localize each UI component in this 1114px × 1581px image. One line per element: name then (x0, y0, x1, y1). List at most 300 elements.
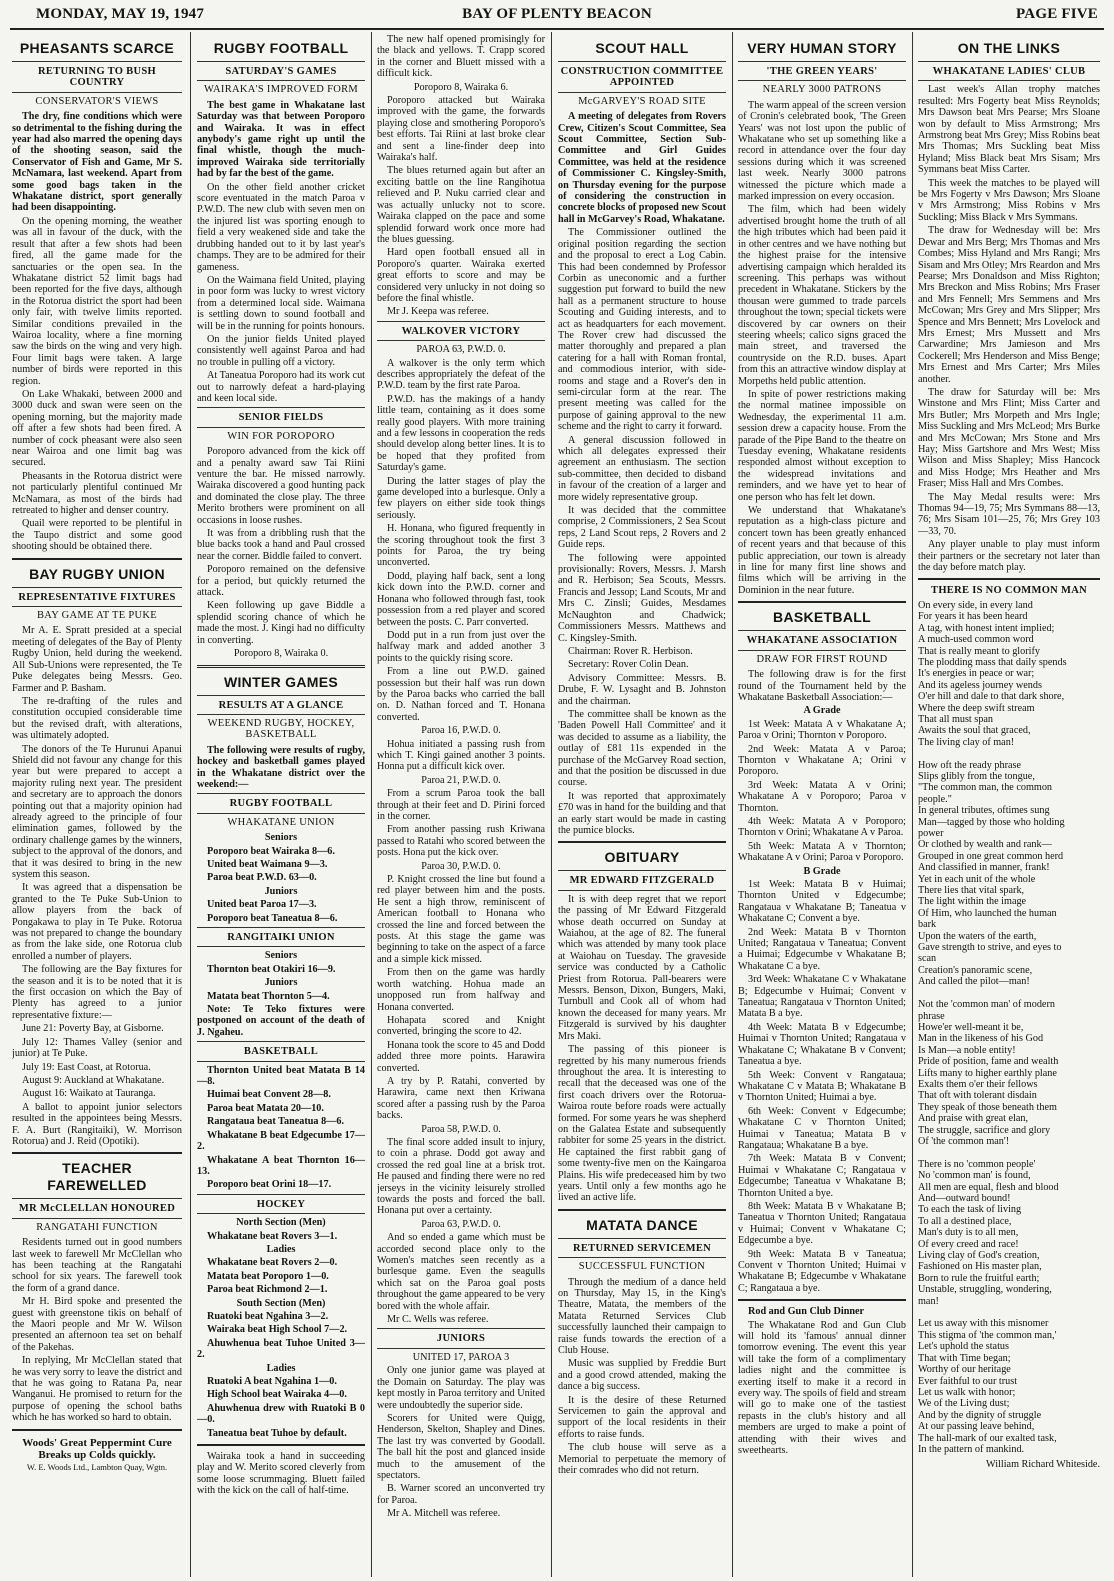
bold-paragraph: Thornton beat Otakiri 16—9. (207, 963, 336, 975)
poem-line: We of the Living dust; (918, 1398, 1010, 1410)
paragraph: Advisory Committee: Messrs. B. Drube, F. W. Lysaght and B. Johnston and the chairman. (558, 672, 726, 707)
bold-paragraph: Ruatoki A beat Ngahina 1—0. (207, 1376, 337, 1387)
paragraph: The following draw is for the first round of the Tournament held by the Whakatane Basketball Association:— (738, 669, 906, 703)
paragraph: Mr A. E. Spratt presided at a special meeting of delegates of the Bay of Plenty Rugby Union, held during the weekend. All Sub-Unions were represented, the Te Puke delegates being Messrs. Geo. Farmer and P. Basham. (12, 625, 182, 694)
section-divider (558, 841, 726, 843)
poem-line: Or clothed by wealth and rank— (918, 839, 1052, 851)
poem-line: There is no 'common people' (918, 1158, 1036, 1170)
rule-divider (738, 630, 906, 631)
rule-divider (12, 1218, 182, 1219)
section-divider (738, 601, 906, 603)
paragraph: The blues returned again but after an exciting battle on the line Rangihotua relieved and P. Nuku carried clear and was actually unlucky not to score. Wairaka clapped on the pace and some splendid forward work once more had the blues guessing. (377, 165, 545, 245)
subheadline: SATURDAY'S GAMES (225, 66, 337, 77)
poem-line: It's energies in peace or war; (918, 668, 1035, 680)
paragraph: June 21: Poverty Bay, at Gisborne. (22, 1023, 164, 1035)
paragraph: We understand that Whakatane's reputation as a high-class picture and concert town has been greatly enhanced of recent years and that because of this public appreciation, our town is already in line for many first line shows and films which will be arriving in the Dominion in the near future. (738, 505, 906, 596)
paragraph: The warm appeal of the screen version of Cronin's celebrated book, 'The Green Years' was not lost upon the public of Whakatane who set up something like a record in attendance over the four day sessions during which it was screened last week. Nearly 3000 patrons witnessed the picture which made a marked impression on every occasion. (738, 99, 906, 203)
bold-paragraph: Whakatane B beat Edgecumbe 17—2. (197, 1129, 365, 1153)
poem-line: That with Time began; (918, 1352, 1011, 1364)
poem-line (918, 1147, 1100, 1158)
paragraph: 2nd Week: Matata B v Thornton United; Rangataua v Taneatua; Convent a Huimai; Edgecumbe v Whakatane B; Whakatane C a bye. (738, 926, 906, 972)
rule-divider (197, 714, 365, 715)
bold-paragraph: Paroa beat Matata 20—10. (207, 1102, 324, 1114)
column-5 (738, 34, 906, 1574)
section-divider (12, 1152, 182, 1154)
poem-line: A much-used common word (918, 634, 1034, 646)
bold-paragraph: Whakatane A beat Thornton 16—13. (197, 1154, 365, 1177)
deck: NEARLY 3000 PATRONS (762, 84, 882, 96)
subsection-label: North Section (Men) (236, 1217, 326, 1229)
column-divider (551, 32, 552, 1577)
subsection-label: Seniors (264, 832, 298, 844)
ad-address: W. E. Woods Ltd., Lambton Quay, Wgtn. (26, 1461, 168, 1472)
poem-line: Of 'the common man'! (918, 1135, 1010, 1147)
poem-line: "The common man, the common (918, 782, 1053, 794)
paragraph: In replying, Mr McClellan stated that he was very sorry to leave the district and that he was going to Ratana Pa, near Wanganui. He promised to return for the purpose of opening the school baths which he has worked so hard to obtain. (12, 1355, 182, 1424)
subheadline: MR McCLELLAN HONOURED (18, 1203, 176, 1215)
poem-line: Let us walk with honor; (918, 1386, 1016, 1398)
bold-paragraph: Matata beat Thornton 5—4. (207, 990, 330, 1002)
paragraph: The draw for Saturday will be: Mrs Winstone and Mrs Flint; Miss Carter and Mrs Butler; Mrs Morpeth and Mrs Ingle; Miss Suckling and Mrs McLeod; Mrs Burke and Mrs McCowan; Mrs Stone and Mrs Hay; Miss Gartshore and Mrs West; Miss Wilson and Miss Shapley; Miss Hancock and Miss Hodge; Mrs Heather and Mrs Fraser; Miss Hall and Mrs Combes. (918, 386, 1100, 490)
poem-line (918, 1307, 1100, 1318)
paragraph: Poroporo advanced from the kick off and a penalty award saw Tai Riini venture the bar. He missed narrowly. Wairaka discovered a good hunting pack and dominated the close play. The three Merito brothers were prominent on all occasions in loose rushes. (197, 446, 365, 526)
rule-divider (558, 1238, 726, 1239)
poem-line: That oft with tolerant disdain (918, 1090, 1037, 1102)
bold-paragraph: Poroporo beat Orini 18—17. (207, 1179, 332, 1191)
rule-divider (738, 61, 906, 62)
poem-line: At our passing leave behind, (918, 1421, 1035, 1433)
paragraph: Mr A. Mitchell was referee. (387, 1508, 501, 1520)
subheadline: RUGBY FOOTBALL (229, 798, 333, 810)
poem-line: Yet in each unit of the whole (918, 873, 1036, 885)
paragraph: The draw for Wednesday will be: Mrs Dewar and Mrs Berg; Mrs Thomas and Mrs Combes; Miss Hyland and Mrs Rangi; Mrs Sisam and Mrs Otley; Mrs Reardon and Mrs Pearse; Mrs Donaldson and Miss Righton; Mrs Breckon and Miss Robins; Mrs Fraser and Mrs Fennell; Mrs Semmens and Mrs McCowan; Mrs Grey and Mrs Slipper; Mrs Spence and Mrs Bennett; Mrs Lovelock and Mrs Ernest; Mrs Mussett and Mrs Carwardine; Mrs Jamieson and Mrs Cockerell; Mrs Henderson and Miss Benge; Mrs Ernest and Mrs Carter; Mrs Miles another. (918, 225, 1100, 385)
headline: WINTER GAMES (223, 673, 339, 690)
section-divider (12, 1429, 182, 1431)
deck: WIN FOR POROPORO (227, 430, 335, 442)
paragraph: 6th Week: Convent v Edgecumbe; Whakatane C v Thornton United; Huimai v Taneatua; Matata B v Rangataua; Whakatane B a bye. (738, 1105, 906, 1151)
poem-line: In the pattern of mankind. (918, 1443, 1025, 1455)
poem-line: On every side, in every land (918, 599, 1033, 611)
score-line: Poroporo 8, Wairaka 6. (413, 81, 509, 93)
paragraph: Mr H. Bird spoke and presented the guest with greenstone tikis on behalf of the Maori people and Mr W. Wilson presented an afternoon tea set on behalf of the Pakehas. (12, 1296, 182, 1353)
paragraph: The passing of this pioneer is regretted by his many numerous friends throughout the area. It is interesting to recall that the deceased was one of the first coach drivers over the Rotorua-Wairoa route before roads were actually formed. For some years he was shepherd on the Galatea Estate and subsequently rabbiter for some 25 years in the district. He captained the first rabbit gang of some twenty-five men on the Kaingaroa Plains. His wife predeceased him by two years. Until only a few months ago he lived an active life. (558, 1044, 726, 1204)
rule-divider (12, 587, 182, 588)
poem-line: Man's duty is to all men, (918, 1227, 1019, 1239)
poem-line: To all a destined place, (918, 1215, 1012, 1227)
subheadline: RESULTS AT A GLANCE (218, 699, 344, 711)
score-line: UNITED 17, PAROA 3 (412, 1351, 510, 1363)
rule-divider (558, 1257, 726, 1258)
paragraph: Pheasants in the Rotorua district were not particularly plentiful continued Mr McNamara, as most of the birds had retreated to higher and denser country. (12, 470, 182, 517)
paragraph: The film, which had been widely advertised brought home the truth of all the high tributes which had been paid it in other centres and we have nothing but the highest praise for the intensive advertising campaign which heralded its screening. This perhaps was without precedent in Whakatane. Stickers by the thousan were gummed to trade parcels throughout the town; special tickets were discovered by car owners on their steering wheels; calico signs graced the main street, and traversed the countryside on the R.D. buses. Apart from this an attractive window display at Morpeths held public attention. (738, 204, 906, 387)
headline: SCOUT HALL (595, 40, 689, 56)
paragraph: 3rd Week: Matata A v Orini; Whakatane A v Poroporo; Paroa v Thornton. (738, 779, 906, 814)
poem-line: The hall-mark of our exalted task, (918, 1432, 1057, 1444)
bold-paragraph: Thornton United beat Matata B 14—8. (197, 1064, 365, 1088)
poem-line: And praise with great elan, (918, 1113, 1029, 1125)
headline: BASKETBALL (773, 609, 871, 626)
paragraph: From a line out P.W.D. gained possession but their half was run down by the Paroa backs who carried the ball on. D. Nathan forced and T. Honana converted. (377, 666, 545, 723)
section-divider (197, 1444, 365, 1446)
paragraph: A ballot to appoint junior selectors resulted in the appointees being Messrs. F. A. Burt (Rangitaiki), W. Morrison Rotorua) and J. Reid (Opotiki). (12, 1101, 182, 1147)
rule-divider (197, 927, 365, 928)
headline: MATATA DANCE (586, 1216, 698, 1233)
deck: WAIRAKA'S IMPROVED FORM (203, 84, 359, 96)
bold-paragraph: Ruatoki beat Ngahina 3—2. (207, 1310, 329, 1322)
rule-divider (738, 650, 906, 651)
subheadline: REPRESENTATIVE FIXTURES (18, 591, 176, 603)
score-line: Paroa 30, P.W.D. 0. (421, 860, 501, 872)
subheadline: WALKOVER VICTORY (401, 325, 521, 337)
paragraph: 2nd Week: Matata A v Paroa; Thornton v Whakatane A; Orini v Poroporo. (738, 743, 906, 778)
poem-line: Pride of position, fame and wealth (918, 1056, 1059, 1068)
poem-line: The plodding mass that daily spends (918, 656, 1067, 668)
paragraph: From another passing rush Kriwana passed to Ratahi who scored between the posts. Hona put the kick over. (377, 824, 545, 859)
poem (918, 600, 1100, 1455)
bold-paragraph: Rangataua beat Taneatua 8—6. (207, 1116, 344, 1128)
paragraph: In spite of power restrictions making the normal matinee impossible on Wednesday, the experimental 11 a.m. session drew a capacity house. From the parade of the Pipe Band to the theatre on Tuesday evening, Whakatane residents responded almost without exception to the widespread invitations and reminders, and we have yet to hear of one person who has felt let down. (738, 388, 906, 503)
paragraph: The re-drafting of the rules and constitution occupied considerable time but the revised draft, with alterations, was ultimately adopted. (12, 695, 182, 742)
poem-line: Born to rule the fruitful earth; (918, 1272, 1040, 1284)
paragraph: The new half opened promisingly for the black and yellows. T. Crapp scored in the corner and Bluett missed with a difficult kick. (377, 34, 545, 80)
poem-line: Worthy of our heritage (918, 1364, 1011, 1376)
poem-line: Upon the waters of the earth, (918, 930, 1037, 942)
headline: RUGBY FOOTBALL (213, 40, 349, 56)
paragraph: Hard open football ensued all in Poroporo's quarter. Wairaka exerted great efforts to score and may be considered very unlucky in not doing so before the final whistle. (377, 247, 545, 304)
paragraph: The May Medal results were: Mrs Thomas 94—19, 75; Mrs Symmans 88—13, 76; Mrs Sisam 101—25, 76; Mrs Grey 103—33, 70. (918, 491, 1100, 537)
paragraph: Mr C. Wells was referee. (387, 1314, 489, 1326)
subheadline: MR EDWARD FITZGERALD (569, 875, 715, 887)
paragraph: 5th Week: Convent v Rangataua; Whakatane C v Matata B; Whakatane B v Thornton United; Huimai a bye. (738, 1069, 906, 1104)
rule-divider (918, 61, 1100, 62)
bold-paragraph: Whakatane beat Rovers 2—0. (207, 1257, 338, 1269)
bold-paragraph: Taneatua beat Tuhoe by default. (207, 1427, 347, 1439)
deck: RANGATAHI FUNCTION (36, 1221, 158, 1233)
bold-paragraph: A meeting of delegates from Rovers Crew, Citizen's Scout Committee, Sea Scout Committee, Section Sub-Committee and Girl Guides Committee, was held at the residence of Commissioner C. Kingsley-Smith, on Thursday evening for the purpose of considering the construction in concrete blocks of proposed new Scout hall in McGarvey's Road, Whakatane. (558, 111, 726, 225)
rule-divider (918, 80, 1100, 81)
paragraph: 7th Week: Matata B v Convent; Huimai v Whakatane C; Rangataua v Edgecumbe; Taneatua v Whakatane B; Thornton United a bye. (738, 1153, 906, 1199)
subheadline: CONSTRUCTION COMMITTEE APPOINTED (560, 66, 724, 89)
paragraph: 1st Week: Matata A v Whakatane A; Paroa v Orini; Thornton v Poroporo. (738, 718, 906, 742)
masthead-rule (10, 28, 1104, 30)
poem-line: The struggle, sacrifice and glory (918, 1124, 1051, 1136)
poem-line: Howe'er well-meant it be, (918, 1021, 1024, 1033)
subheadline: SENIOR FIELDS (238, 412, 324, 424)
subheadline: WHAKATANE LADIES' CLUB (932, 66, 1086, 77)
subheadline: JUNIORS (436, 1333, 486, 1345)
poem-line: There lies that vital spark, (918, 885, 1025, 897)
paragraph: August 9: Auckland at Whakatane. (22, 1074, 165, 1086)
poem-line: bark (918, 919, 937, 931)
subsection-label: Juniors (264, 885, 298, 897)
poem-line: That is really meant to glorify (918, 645, 1040, 657)
rule-divider (197, 793, 365, 794)
paragraph: At Taneatua Poroporo had its work cut out to narrowly defeat a hard-playing and keen local side. (197, 370, 365, 404)
poem-line (918, 748, 1100, 759)
rule-divider (197, 80, 365, 81)
subheadline: THERE IS NO COMMON MAN (931, 585, 1087, 597)
deck: McGARVEY'S ROAD SITE (578, 95, 706, 107)
score-line: Paroa 63, P.W.D. 0. (421, 1218, 501, 1230)
paragraph: H. Honana, who figured frequently in the scoring throughout took the first 3 points for Paroa, the try being unconverted. (377, 523, 545, 569)
paragraph: The final score added insult to injury, to coin a phrase. Dodd got away and crossed the red goal line at a brisk trot. He paused and finding there were no red jerseys in the vicinity leisurely strolled towards the posts and forced the ball. Honana put over a certainty. (377, 1136, 545, 1217)
poem-line: Fashioned on His master plan, (918, 1261, 1042, 1273)
paragraph: Quail were reported to be plentiful in the Taupo district and some good shooting should be obtained there. (12, 518, 182, 553)
paragraph: Dodd put in a run from just over the halfway mark and added another 3 points to the quickly rising score. (377, 629, 545, 664)
bold-paragraph: United beat Waimana 9—3. (207, 858, 328, 870)
page-number: PAGE FIVE (1016, 6, 1098, 22)
bold-paragraph: Note: Te Teko fixtures were postponed on account of the death of J. Ngaheu. (197, 1004, 365, 1038)
paragraph: The club house will serve as a Memorial to perpetuate the memory of their comrades who did not return. (558, 1442, 726, 1477)
poem-line: Lifts many to higher earthly plane (918, 1067, 1057, 1079)
section-divider (558, 1209, 726, 1211)
paragraph: A try by P. Ratahi, converted by Harawira, came next then Kriwana scored after a passing rush by the Paroa backs. (377, 1075, 545, 1122)
poem-line: Creation's panoramic scene, (918, 964, 1033, 976)
deck: SUCCESSFUL FUNCTION (578, 1261, 706, 1273)
score-line: Poroporo 8, Wairaka 0. (233, 648, 329, 660)
poem-line: Man—tagged by those who holding (918, 816, 1065, 828)
paragraph: This week the matches to be played will be Mrs Fogerty v Mrs Dawson; Mrs Sloane v Mrs Armstrong; Miss Robins v Mrs Suckling; Miss Black v Mrs Symmans. (918, 177, 1100, 223)
rule-divider (197, 1213, 365, 1214)
paragraph: A general discussion followed in which all delegates expressed their agreement an enthusiasm. The section sub-committee, then decided to disband in favour of the creation of a larger and more widely representative group. (558, 434, 726, 503)
paragraph: The donors of the Te Hurunui Apanui Shield did not favour any change for this year but were prepared to accept a majority ruling next year. The president and secretary are to approach the donors pointing out that a majority opinion had already agreed to the principle of four elimination games, followed by the ordinary challenge games by the winners, subject to the approval of the donors, and that it was desired to bring in the new system this season. (12, 743, 182, 880)
paragraph: July 19: East Coast, at Rotorua. (22, 1061, 151, 1073)
section-divider (197, 665, 365, 668)
subsection-label: Juniors (264, 977, 298, 989)
rule-divider (197, 813, 365, 814)
paragraph: The following are the Bay fixtures for the season and it is to be noted that it is the first occasion on which the Bay of Plenty has agreed to a junior representative fixture:— (12, 964, 182, 1021)
poem-line: Awaits the soul that graced, (918, 725, 1031, 737)
column-divider (371, 32, 372, 1577)
column-3 (377, 34, 545, 1574)
paragraph: July 12: Thames Valley (senior and junior) at Te Puke. (12, 1036, 182, 1060)
headline: PHEASANTS SCARCE (19, 40, 175, 56)
author-signature: William Richard Whiteside. (986, 1459, 1100, 1471)
deck: WEEKEND RUGBY, HOCKEY, BASKETBALL (207, 717, 355, 741)
poem-line: A tag, with honest intent implied; (918, 622, 1055, 634)
bold-paragraph: Ahuwhenua beat Tuhoe United 3—2. (197, 1337, 365, 1361)
poem-line: power (918, 828, 944, 839)
bold-paragraph: Poroporo beat Wairaka 8—6. (207, 845, 335, 857)
ad-tagline: Breaks up Colds quickly. (38, 1448, 156, 1461)
headline: TEACHER FAREWELLED (47, 1160, 147, 1194)
score-line: Paroa 21, P.W.D. 0. (421, 774, 501, 786)
rule-divider (197, 695, 365, 696)
paragraph: 5th Week: Matata A v Thornton; Whakatane A v Orini; Paroa v Poroporo. (738, 840, 906, 864)
rule-divider (197, 427, 365, 428)
poem-line: Grouped in one great common herd (918, 850, 1064, 862)
deck: BAY GAME AT TE PUKE (36, 610, 158, 622)
headline: ON THE LINKS (957, 40, 1061, 56)
ad-title: Woods' Great Peppermint Cure (22, 1436, 172, 1449)
rule-divider (197, 1061, 365, 1062)
rule-divider (377, 1348, 545, 1349)
rule-divider (12, 92, 182, 93)
paragraph: 9th Week: Matata B v Taneatua; Convent v Thornton United; Huimai v Whakatane B; Edgecumbe v Whakatane C; Rangataua a bye. (738, 1248, 906, 1294)
paragraph: On the junior fields United played consistently well against Paroa and had no trouble in pulling off a victory. (197, 333, 365, 368)
deck: WHAKATANE UNION (227, 816, 335, 828)
subsection-label: B Grade (803, 865, 841, 877)
paragraph: B. Warner scored an unconverted try for Paroa. (377, 1483, 545, 1506)
subheadline: WHAKATANE ASSOCIATION (746, 635, 898, 647)
poem-line: How oft the ready phrase (918, 759, 1021, 771)
paragraph: From then on the game was hardly worth watching. Hohua made an unopposed run from halfway and Honana converted. (377, 967, 545, 1013)
bold-paragraph: High School beat Wairaka 4—0. (207, 1389, 347, 1401)
poem-line: Gave strength to strive, and eyes to (918, 942, 1062, 954)
poem-line: Where the deep swift stream (918, 702, 1035, 714)
poem-line: That all must span (918, 713, 993, 725)
paragraph: Secretary: Rover Colin Dean. (568, 659, 689, 671)
paragraph: Honana took the score to 45 and Dodd added three more points. Harawira converted. (377, 1039, 545, 1074)
poem-line: All men are equal, flesh and blood (918, 1181, 1059, 1193)
poem-line: And—outward bound! (918, 1193, 1011, 1204)
section-divider (12, 558, 182, 560)
rule-divider (377, 321, 545, 322)
paragraph: Hohapata scored and Knight converted, bringing the score to 42. (377, 1014, 545, 1038)
section-divider (738, 1299, 906, 1301)
deck: CONSERVATOR'S VIEWS (35, 95, 159, 107)
column-1 (12, 34, 182, 1574)
rule-divider (197, 1194, 365, 1195)
paragraph: 4th Week: Matata B v Edgecumbe; Huimai v Thornton United; Rangataua v Whakatane C; Whakatane B v Convent; Taneatua a bye. (738, 1021, 906, 1068)
paragraph: 3rd Week: Whakatane C v Whakatane B; Edgecumbe v Huimai; Convent v Taneatua; Rangataua v Thornton United; Matata B a bye. (738, 974, 906, 1020)
bold-paragraph: Ahuwhenua drew with Ruatoki B 0—0. (197, 1402, 365, 1426)
paragraph: It was from a dribbling rush that the blue backs took a hand and Paul crossed near the corner. Biddle failed to convert. (197, 528, 365, 562)
poem-line: For years it has been heard (918, 611, 1028, 623)
poem-line: They speak of those beneath them (918, 1101, 1057, 1113)
poem-line: Of Him, who launched the human (918, 907, 1057, 919)
column-divider (190, 32, 191, 1577)
paragraph: Wairaka took a hand in succeeding play and W. Merito scored cleverly from some loose scrummaging. Bluett failed with the kick on the call of half-time. (197, 1451, 365, 1497)
bold-paragraph: Huimai beat Convent 28—8. (207, 1089, 331, 1101)
column-divider (732, 32, 733, 1577)
paragraph: August 16: Waikato at Tauranga. (22, 1088, 156, 1100)
bold-paragraph: United beat Paroa 17—3. (207, 899, 317, 911)
bold-paragraph: Rod and Gun Club Dinner (748, 1306, 865, 1318)
poem-line: Ever faithful to our trust (918, 1375, 1018, 1387)
poem-line: And called the pilot—man! (918, 976, 1030, 988)
paragraph: Hohua initiated a passing rush from which T. Kingi gained another 3 points. Honna put a difficult kick over. (377, 738, 545, 773)
subheadline: RETURNED SERVICEMEN (572, 1242, 712, 1254)
rule-divider (377, 1328, 545, 1329)
subheadline: HOCKEY (256, 1198, 306, 1210)
paragraph: Poroporo attacked but Wairaka improved with the game, the forwards playing close and smothering Poroporo's best efforts. Tai Riini at last broke clear and sent a line-finder deep into Wairaka's half. (377, 95, 545, 164)
rule-divider (558, 890, 726, 891)
deck: DRAW FOR FIRST ROUND (756, 653, 888, 665)
paragraph: On the other field another cricket score eventuated in the match Paroa v P.W.D. The new club with seven men on the injured list was sporting enough to field a very weakened side and take the drubbing handed out to it by last year's champs. They are to be admired for their gameness. (197, 181, 365, 273)
paragraph: It was agreed that a dispensation be granted to the Te Puke Sub-Union to allow players from the back of Pongakawa to play in Te Puke. Rotorua was not prepared to change the boundary as from the lake side, one Rotorua club enrolled a number of players. (12, 882, 182, 962)
paragraph: It was decided that the committee comprise, 2 Commissioners, 2 Sea Scout reps, 2 Land Scout reps, 2 Rovers and 2 Guide reps. (558, 505, 726, 551)
paragraph: On the opening morning, the weather was all in favour of the duck, with the result that after a few shots had been fired, all the game made for the sanctuaries or the open sea. In the Whakatane district 52 limit bags had been reported for the five days, although in the Rotorua district the sport had been only fair, with twelve limits reported. Similar conditions prevailed in the Wairoa locality, where a fine morning saw the birds on the wing and very high. Four limit bags were taken. A large number of birds were reported in this region. (12, 215, 182, 387)
subsection-label: Seniors (264, 950, 298, 962)
bold-paragraph: Poroporo beat Taneatua 8—6. (207, 912, 338, 924)
column-2 (197, 34, 365, 1574)
paragraph: The following were appointed provisionally: Rovers, Messrs. J. Marsh and R. Herbison; Sea Scouts, Messrs. Francis and Jessop; Land Scouts, Mr and Mrs C. Zinsli; Guides, Mesdames McNaughton and Chadwick; Commissioners Messrs. Matthews and C. Kingsley-Smith. (558, 552, 726, 644)
paragraph: 1st Week: Matata B v Huimai; Thornton United v Edgecumbe; Rangataua v Whakatane B; Taneatua v Whakatane C; Convent a bye. (738, 879, 906, 925)
rule-divider (197, 946, 365, 947)
paragraph: P.W.D. has the makings of a handy little team, containing as it does some really good players. With more training and a few lessons in cooperation the reds should develop along better lines. It is to be hoped that they profited from Saturday's game. (377, 393, 545, 474)
bold-paragraph: The best game in Whakatane last Saturday was that between Poroporo and Wairaka. It was in effect anybody's game right up until the final whistle, though the much-improved Wairaka side territorially had by far the best of the game. (197, 99, 365, 180)
paragraph: From a scrum Paroa took the ball through at their feet and D. Pirini forced in the corner. (377, 788, 545, 822)
poem-line: people." (918, 793, 952, 805)
paragraph: During the latter stages of play the game developed into a burlesque. Only a few players on either side took things seriously. (377, 475, 545, 521)
rule-divider (197, 61, 365, 62)
subsection-label: Ladies (266, 1243, 296, 1255)
bold-paragraph: Whakatane beat Rovers 3—1. (207, 1230, 338, 1242)
column-6 (918, 34, 1100, 1574)
rule-divider (558, 870, 726, 871)
poem-line: Is Man—a noble entity! (918, 1044, 1016, 1056)
paragraph: Only one junior game was played at the Domain on Saturday. The play was kept mostly in Paroa territory and United were undoubtedly the superior side. (377, 1365, 545, 1411)
poem-line: Not the 'common man' of modern (918, 999, 1055, 1011)
poem-line: Let us away with this misnomer (918, 1318, 1049, 1330)
paragraph: A walkover is the only term which describes appropriately the defeat of the P.W.D. team by the first rate Paroa. (377, 357, 545, 392)
paragraph: 8th Week: Matata B v Whakatane B; Taneatua v Thornton United; Rangataua v Huimai; Convent v Whakatane C; Edgecumbe a bye. (738, 1200, 906, 1247)
paragraph: It is the desire of these Returned Servicemen to gain the approval and support of the local residents in their efforts to raise funds. (558, 1394, 726, 1440)
poem-line: The living clay of man! (918, 736, 1015, 748)
poem-line: Man in the likeness of his God (918, 1033, 1044, 1045)
paragraph: It is with deep regret that we report the passing of Mr Edward Fitzgerald whose death occurred on Sunday at Waiahou, at the age of 82. The funeral which was attended by many took place at Waiohau on Tuesday. The graveside service was conducted by a Catholic Priest from Rotorua. Pall-bearers were Messrs. Benson, Dixon, Bungers, Maki, Turnbull and Cook all of whom had known the deceased for many years. Mr Fitzgerald is survived by his daughter Mrs Maki. (558, 893, 726, 1042)
paragraph: The Whakatane Rod and Gun Club will hold its 'famous' annual dinner tomorrow evening. The event this year will take the form of a complimentary ladies night and the committee is exerting itself to make it a record in every way. The spoils of field and stream will go to make one of the tastiest repasts in the club's history and all members are urged to make a point of attending with their wives and sweethearts. (738, 1319, 906, 1457)
column-divider (912, 32, 913, 1577)
poem-line: Unstable, struggling, wondering, (918, 1284, 1052, 1296)
headline: BAY RUGBY UNION (29, 565, 165, 582)
bold-paragraph: Paroa beat P.W.D. 63—0. (207, 872, 317, 884)
paragraph: The Commissioner outlined the original position regarding the section and the proposal to erect a Log Cabin. This had been condemned by Professor Corbin as uneconomic and a further suggestion put forward to build the new hall as a permanent structure to house Scouting and Guiding interests, and to act as headquarters for each movement. The Rover crew had discussed the matter thoroughly and prepared a plan catering for a hall with Roman frontal, and commodious interior, with side-rooms and stage and a Rover's den in semi-circular form at the rear. The present meeting was called for the purpose of gaining approval to the new scheme and the right to carry it forward. (558, 227, 726, 433)
poem-line: O'er hill and dale to that dark shore, (918, 691, 1065, 703)
poem-line: No 'common man' is found, (918, 1170, 1031, 1182)
poem-line: Slips glibly from the tongue, (918, 770, 1035, 782)
paragraph: It was reported that approximately £70 was in hand for the building and that an early start would be made in casting the pumice blocks. (558, 790, 726, 836)
rule-divider (558, 61, 726, 62)
masthead (10, 6, 1104, 26)
poem-line (918, 988, 1100, 999)
paragraph: Last week's Allan trophy matches resulted: Mrs Fogerty beat Miss Reynolds; Mrs Dawson beat Mrs Pearse; Mrs Sloane won by default to Miss Armstrong; Mrs Armstrong beat Mrs Grey; Miss Robins beat Mrs Thomas; Mrs Suckling beat Miss Hyland; Miss Black beat Mrs Sisam; Mrs Symmans beat Miss Carter. (918, 84, 1100, 176)
score-line: Paroa 58, P.W.D. 0. (421, 1123, 501, 1135)
paragraph: Residents turned out in good numbers last week to farewell Mr McClellan who has been teaching at the Rangatahi school for six years. The farewell took the form of a grand dance. (12, 1237, 182, 1294)
poem-line: phrase (918, 1010, 945, 1022)
rule-divider (197, 407, 365, 408)
subheadline: BASKETBALL (243, 1046, 319, 1058)
paragraph: On Lake Whakaki, between 2000 and 3000 duck and swan were seen on the opening morning, but the majority made off after a few shots had been fired. A number of cock pheasant were also seen near Wairoa and one limit bag was secured. (12, 388, 182, 469)
score-line: PAROA 63, P.W.D. 0. (416, 344, 506, 356)
rule-divider (12, 606, 182, 607)
paragraph: P. Knight crossed the line but found a red player between him and the posts. He sent a high throw, reminiscent of American football to Honana who crossed the line and forced between the posts. At this stage the game was beginning to take on the aspect of a farce and a simple kick missed. (377, 874, 545, 965)
subheadline: 'THE GREEN YEARS' (766, 66, 878, 77)
bold-paragraph: Paroa beat Richmond 2—1. (207, 1284, 328, 1296)
poem-line: To each the task of living (918, 1204, 1022, 1216)
poem-line: Let's uphold the status (918, 1341, 1009, 1353)
poem-line: And its ageless journey wends (918, 679, 1042, 691)
paragraph: Chairman: Rover R. Herbison. (568, 645, 693, 657)
paragraph: Scorers for United were Quigg, Henderson, Skelton, Shapley and Dines. The last try was converted by Goodall. The ball hit the post and glanced inside much to the amusement of the spectators. (377, 1412, 545, 1481)
headline: VERY HUMAN STORY (747, 40, 897, 56)
paragraph: 4th Week: Matata A v Poroporo; Thornton v Orini; Whakatane A v Paroa. (738, 815, 906, 839)
subsection-label: Ladies (266, 1362, 296, 1374)
issue-date: MONDAY, MAY 19, 1947 (36, 6, 205, 22)
rule-divider (197, 1041, 365, 1042)
poem-line: Exalts them o'er their fellows (918, 1078, 1038, 1090)
advertisement (12, 1437, 182, 1473)
bold-paragraph: Wairaka beat High School 7—2. (207, 1324, 348, 1336)
rule-divider (12, 61, 182, 62)
poem-line: scan (918, 953, 937, 965)
poem-line: man! (918, 1295, 939, 1307)
rule-divider (558, 92, 726, 93)
subheadline: RANGITAIKI UNION (227, 932, 335, 943)
bold-paragraph: Matata beat Poroporo 1—0. (207, 1270, 329, 1282)
poem-line: In general tributes, oftimes sung (918, 805, 1050, 817)
